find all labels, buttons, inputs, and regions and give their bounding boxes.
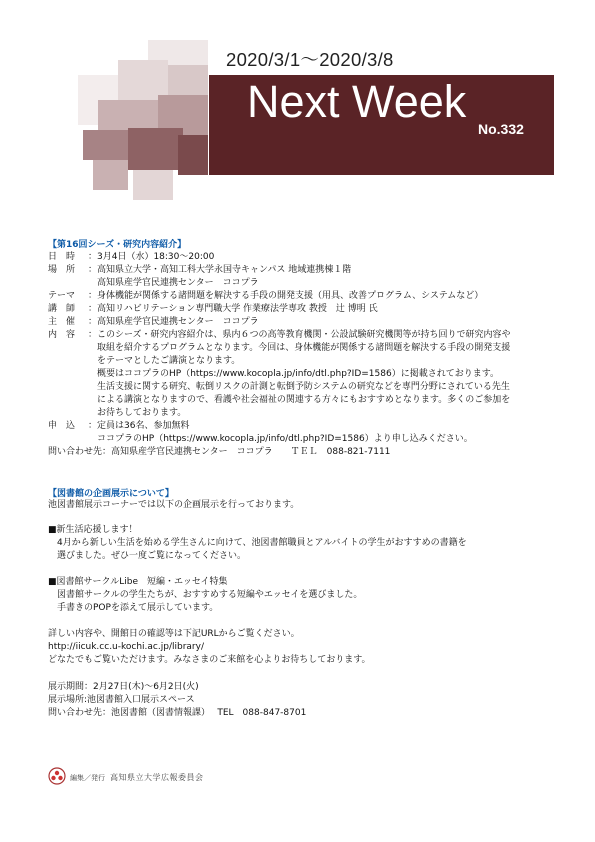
exhibit-item2-title: ■図書館サークルLibe 短編・エッセイ特集 xyxy=(48,577,228,587)
event-row-text: ：このシーズ・研究内容紹介は、県内６つの高等教育機関・公設試験研究機関等が持ち回りで研究内容や xyxy=(88,330,511,340)
event-row-text: 取組を紹介するプログラムとなります。今回は、身体機能が関係する諸問題を解決する手段の開発支援 xyxy=(88,343,511,353)
exhibit-item1-line1: 4月から新しい生活を始める学生さんに向けて、池図書館職員とアルバイトの学生がおすすめの書籍を xyxy=(48,538,467,548)
library-url-link[interactable]: http://iicuk.cc.u-kochi.ac.jp/library/ xyxy=(48,642,204,652)
event-row xyxy=(48,251,214,264)
event-row-text: お待ちしております。 xyxy=(88,408,187,418)
event-row xyxy=(48,394,510,407)
exhibit-intro: 池図書館展示コーナーでは以下の企画展示を行っております。 xyxy=(48,500,300,510)
event-heading: 【第16回シーズ・研究内容紹介】 xyxy=(48,240,187,250)
event-row-text: ：定員は36名、参加無料 xyxy=(88,421,190,431)
event-row-text: 生活支援に関する研究、転倒リスクの計測と転倒予防システムの研究などを専門分野にされている先生 xyxy=(88,382,510,392)
exhibit-heading: 【図書館の企画展示について】 xyxy=(48,489,174,499)
university-seal-icon xyxy=(48,767,66,785)
exhibit-place: 展示場所:池図書館入口展示スペース xyxy=(48,695,195,705)
exhibit-info-line3: どなたでもご覧いただけます。みなさまのご来館を心よりお待ちしております。 xyxy=(48,655,371,665)
event-row-label: 場 所 xyxy=(48,265,76,275)
issue-number: No.332 xyxy=(478,121,524,137)
event-row xyxy=(48,355,240,368)
event-row xyxy=(48,420,189,433)
event-row-text: 概要はココプラのHP（https://www.kocopla.jp/info/dtl.php?ID=1586）に掲載されております。 xyxy=(88,369,499,379)
footer xyxy=(48,763,248,789)
event-row-text: ココプラのHP（https://www.kocopla.jp/info/dtl.php?ID=1586）より申し込みください。 xyxy=(88,434,473,444)
event-row-label: 内 容 xyxy=(48,330,76,340)
event-row xyxy=(48,264,351,277)
event-row-text: ：身体機能が関係する諸問題を解決する手段の開発支援（用具、改善プログラム、システムなど） xyxy=(88,291,484,301)
exhibit-item2-line1: 図書館サークルの学生たちが、おすすめする短編やエッセイを選びました。 xyxy=(48,590,363,600)
event-row-text: 高知県産学官民連携センター ココプラ xyxy=(88,278,259,288)
exhibit-contact: 問い合わせ先：池図書館（図書情報課） TEL 088-847-8701 xyxy=(48,708,307,718)
date-range: 2020/3/1～2020/3/8 xyxy=(226,49,394,70)
event-row xyxy=(48,342,510,355)
event-row-label: 申 込 xyxy=(48,421,76,431)
event-row xyxy=(48,433,473,446)
event-row xyxy=(48,290,483,303)
event-row xyxy=(48,316,259,329)
event-row-text: ：高知県産学官民連携センター ココプラ xyxy=(88,317,259,327)
event-row-text: ：3月4日（水）18:30～20:00 xyxy=(88,252,215,262)
event-row-label: 主 催 xyxy=(48,317,76,327)
event-row-text: による講演となりますので、看護や社会福祉の関連する方々にもおすすめとなります。多くのご参加を xyxy=(88,395,511,405)
event-row xyxy=(48,381,510,394)
event-row-label: 日 時 xyxy=(48,252,76,262)
event-row-text: をテーマとしたご講演となります。 xyxy=(88,356,241,366)
event-row-text: ：高知リハビリテーション専門職大学 作業療法学専攻 教授 辻 博明 氏 xyxy=(88,304,378,314)
exhibit-item1-line2: 選びました。ぜひ一度ご覧になってください。 xyxy=(48,551,247,561)
exhibit-info-line1: 詳しい内容や、開館日の確認等は下記URLからご覧ください。 xyxy=(48,629,300,639)
event-row-label: 講 師 xyxy=(48,304,76,314)
event-row xyxy=(48,407,186,420)
event-row xyxy=(48,329,511,342)
footer-label: 編集／発行 xyxy=(70,774,105,782)
exhibit-item2-line2: 手書きのPOPを添えて展示しています。 xyxy=(48,603,219,613)
event-row xyxy=(48,277,259,290)
event-row-label: テーマ xyxy=(48,291,76,301)
event-row xyxy=(48,303,378,316)
exhibit-item1-title: ■新生活応援します！ xyxy=(48,525,138,535)
event-row-text: 問い合わせ先：高知県産学官民連携センター ココプラ ＴＥＬ 088-821-7111 xyxy=(48,447,391,457)
exhibit-period: 展示期間：2月27日(木)～6月2日(火) xyxy=(48,682,199,692)
page-title: Next Week xyxy=(247,76,467,127)
footer-org: 高知県立大学広報委員会 xyxy=(110,773,204,782)
event-row xyxy=(48,446,390,459)
event-row-text: ：高知県立大学・高知工科大学永国寺キャンパス 地域連携棟１階 xyxy=(88,265,352,275)
event-row xyxy=(48,368,499,381)
